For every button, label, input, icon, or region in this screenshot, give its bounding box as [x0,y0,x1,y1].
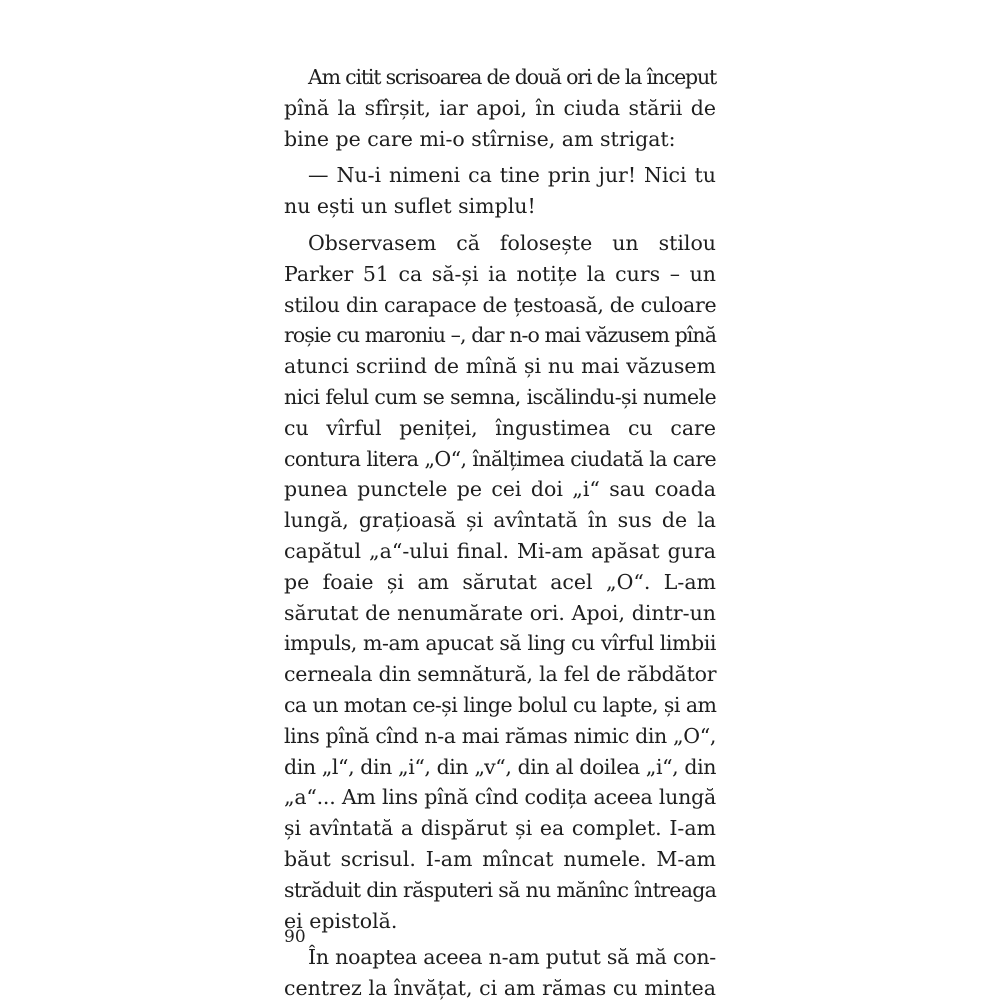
text-line: Am citit scrisoarea de două ori de la început [308,65,716,89]
text-line: din „l“, din „i“, din „v“, din al doilea „i“, din [284,754,716,779]
page-number: 90 [284,927,306,947]
paragraph [284,228,716,936]
text-line: băut scrisul. I-am mîncat numele. M-am [284,846,716,871]
text-line: nu ești un suflet simplu! [284,194,536,219]
text-line: sărutat de nenumărate ori. Apoi, dintr-un [284,600,716,625]
text-line: capătul „a“-ului final. Mi-am apăsat gura [284,538,716,563]
text-line: pe foaie și am sărutat acel „O“. L-am [284,569,716,594]
text-line: „a“... Am lins pînă cînd codița aceea lungă [284,785,716,810]
text-line: Parker 51 ca să-și ia notițe la curs – un [284,261,716,286]
text-line: contura litera „O“, înălțimea ciudată la care [284,446,717,471]
text-line: cu vîrful peniței, îngustimea cu care [284,415,716,440]
text-line: bine pe care mi-o stîrnise, am strigat: [284,126,676,151]
paragraph [284,62,716,154]
text-line: și avîntată a dispărut și ea complet. I-am [284,816,716,841]
text-line: Observasem că folosește un stilou [308,230,716,255]
text-line: stilou din carapace de țestoasă, de culoare [284,292,717,317]
text-line: ca un motan ce-și linge bolul cu lapte, și am [284,692,717,717]
body-text [284,62,716,1004]
text-line: nici felul cum se semna, iscălindu-și numele [284,384,716,409]
text-line: centrez la învățat, ci am rămas cu mintea [284,976,716,1001]
text-line: străduit din răsputeri să nu mănînc întreaga [284,877,717,902]
paragraph [284,160,716,222]
text-line: lungă, grațioasă și avîntată în sus de la [284,508,716,533]
text-line: În noaptea aceea n-am putut să mă con- [308,945,716,970]
text-line: atunci scriind de mînă și nu mai văzusem [284,354,716,379]
text-line: pînă la sfîrșit, iar apoi, în ciuda stării de [284,95,716,120]
text-line: impuls, m-am apucat să ling cu vîrful limbii [284,631,716,656]
text-line: ei epistolă. [284,908,398,933]
text-line: punea punctele pe cei doi „i“ sau coada [284,477,716,502]
text-line: cerneala din semnătură, la fel de răbdător [284,662,717,687]
paragraph [284,942,716,1004]
text-line: — Nu-i nimeni ca tine prin jur! Nici tu [308,163,716,188]
text-line: roșie cu maroniu –, dar n-o mai văzusem pînă [284,323,716,348]
text-line: lins pînă cînd n-a mai rămas nimic din „O“, [284,723,716,748]
